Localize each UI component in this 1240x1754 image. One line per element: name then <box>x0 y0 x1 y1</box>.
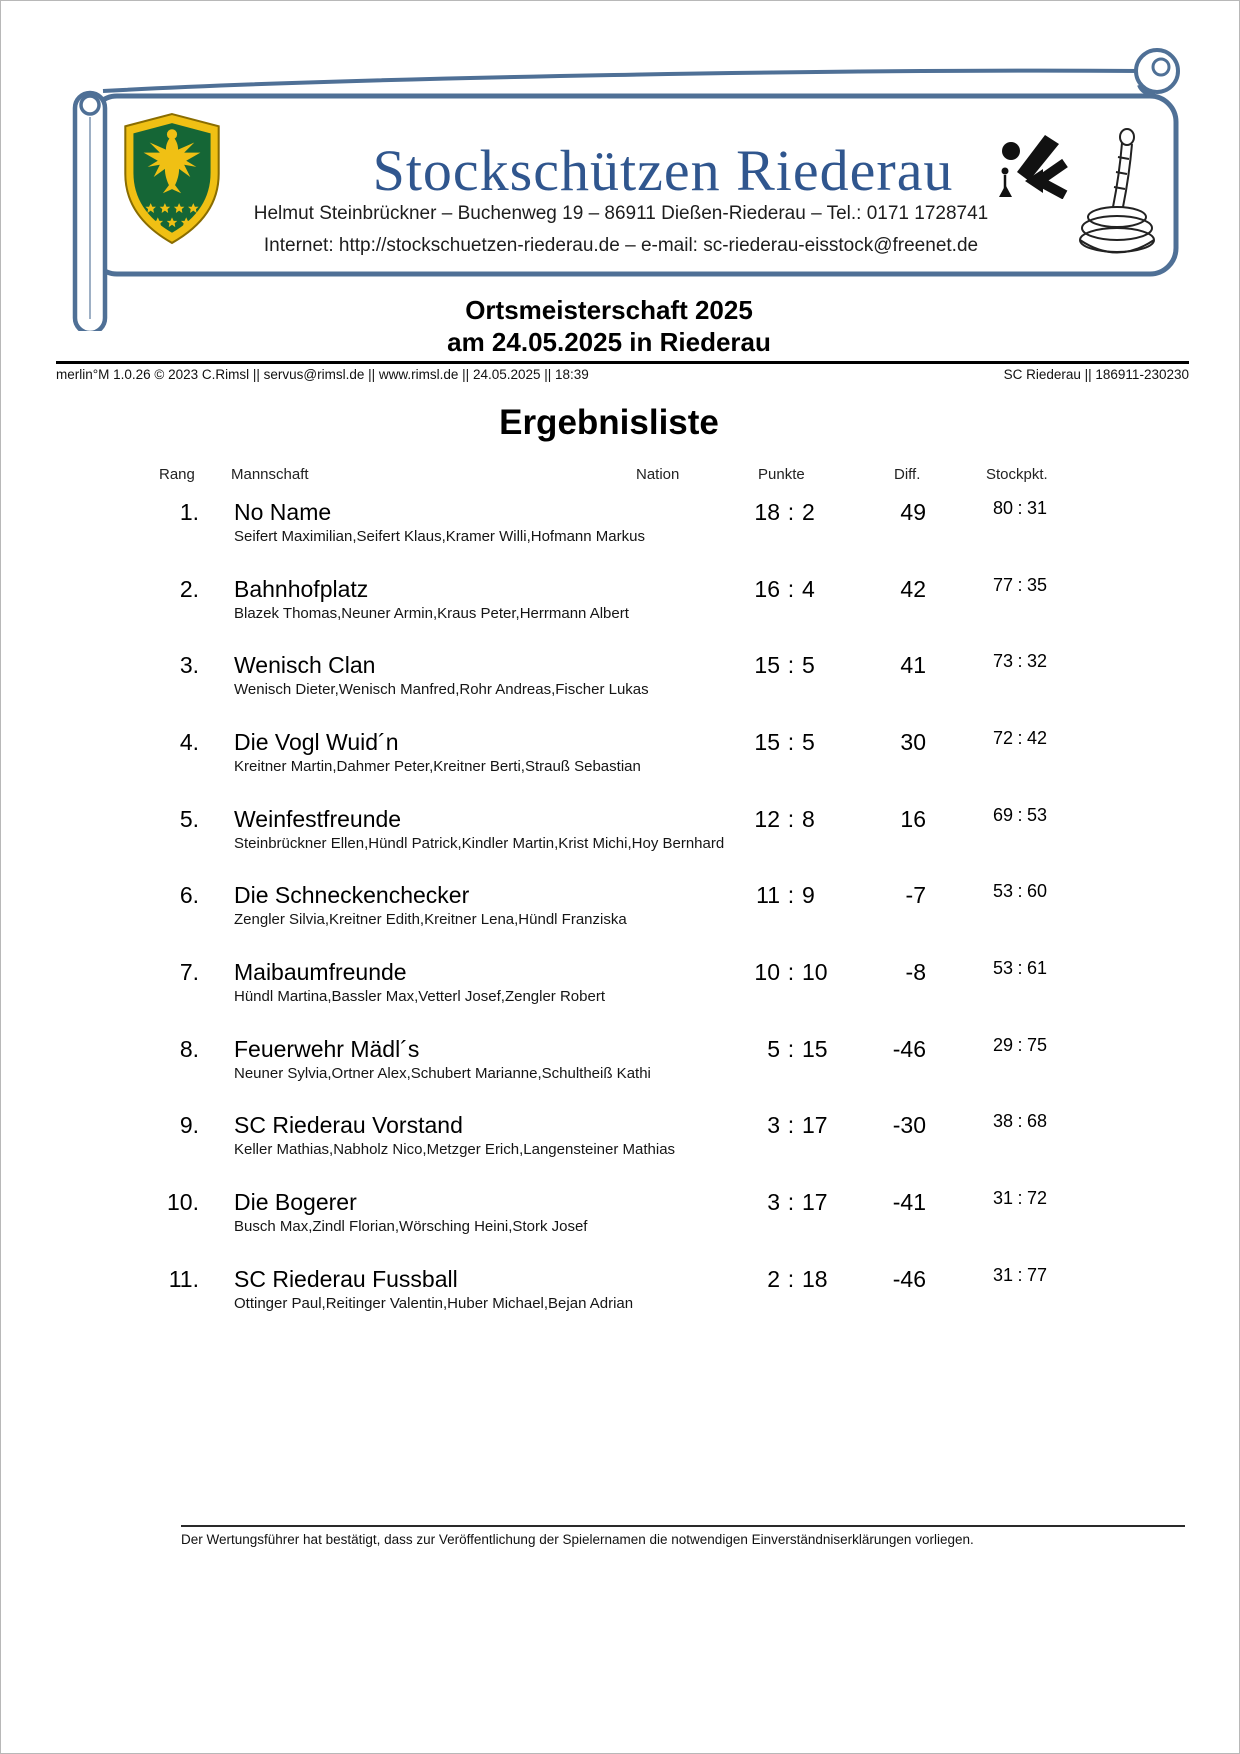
club-crest-icon <box>116 111 228 247</box>
col-header-rank: Rang <box>159 466 195 483</box>
points-won: 10 <box>754 959 780 985</box>
rank-value: 4. <box>179 729 199 755</box>
points-lost: 18 <box>802 1266 828 1292</box>
diff-value: -8 <box>905 959 926 985</box>
points-score <box>701 806 862 833</box>
points-won: 18 <box>754 499 780 525</box>
points-lost: 10 <box>802 959 828 985</box>
points-won: 2 <box>767 1266 780 1292</box>
points-won: 12 <box>754 806 780 832</box>
team-name: SC Riederau Fussball <box>234 1266 458 1292</box>
stock-for: 77 <box>992 575 1013 595</box>
stock-score <box>951 1111 1077 1132</box>
team-name: Bahnhofplatz <box>234 576 369 602</box>
club-name: Stockschützen Riederau <box>372 138 954 203</box>
table-row <box>1 729 1240 806</box>
table-row <box>1 1112 1240 1189</box>
stock-for: 31 <box>992 1265 1013 1285</box>
stock-for: 31 <box>992 1188 1013 1208</box>
points-won: 5 <box>767 1036 780 1062</box>
rank-value: 2. <box>179 576 199 602</box>
meta-bar <box>56 361 1189 382</box>
points-lost: 5 <box>802 652 815 678</box>
stock-score <box>951 1035 1077 1056</box>
rank-value: 5. <box>179 806 199 832</box>
points-lost: 4 <box>802 576 815 602</box>
diff-value: 30 <box>900 729 926 755</box>
score-separator: : <box>1017 1188 1023 1208</box>
score-separator: : <box>787 499 795 525</box>
points-lost: 17 <box>802 1112 828 1138</box>
points-lost: 2 <box>802 499 815 525</box>
table-row <box>1 1189 1240 1266</box>
stock-score <box>951 805 1077 826</box>
score-separator: : <box>787 652 795 678</box>
points-score <box>701 1189 862 1216</box>
points-lost: 17 <box>802 1189 828 1215</box>
table-row <box>1 806 1240 883</box>
points-score <box>701 959 862 986</box>
stock-against: 77 <box>1027 1265 1048 1285</box>
diff-value: -46 <box>892 1266 926 1292</box>
confirmation-note: Der Wertungsführer hat bestätigt, dass zur Veröffentlichung der Spielernamen die notwendigen Einverständniserklärungen vorliegen. <box>181 1525 1185 1547</box>
stock-against: 72 <box>1027 1188 1048 1208</box>
points-won: 3 <box>767 1189 780 1215</box>
stock-for: 72 <box>992 728 1013 748</box>
stock-score <box>951 728 1077 749</box>
stock-score <box>951 575 1077 596</box>
stock-for: 53 <box>992 881 1013 901</box>
stock-against: 35 <box>1027 575 1048 595</box>
results-heading: Ergebnisliste <box>499 403 719 442</box>
stocksport-pictogram-icon <box>999 135 1073 199</box>
score-separator: : <box>787 959 795 985</box>
team-players: Steinbrückner Ellen,Hündl Patrick,Kindler Martin,Krist Michi,Hoy Bernhard <box>234 835 725 852</box>
stock-score <box>951 1188 1077 1209</box>
stock-for: 69 <box>992 805 1013 825</box>
team-name: Die Schneckenchecker <box>234 882 470 908</box>
points-score <box>701 499 862 526</box>
club-contact-line: Internet: http://stockschuetzen-riederau.de – e-mail: sc-riederau-eisstock@freenet.de <box>263 235 979 256</box>
stock-score <box>951 881 1077 902</box>
stock-for: 53 <box>992 958 1013 978</box>
rank-value: 10. <box>167 1189 199 1215</box>
team-name: SC Riederau Vorstand <box>234 1112 463 1138</box>
team-players: Hündl Martina,Bassler Max,Vetterl Josef,Zengler Robert <box>234 988 605 1005</box>
stock-against: 60 <box>1027 881 1048 901</box>
points-lost: 15 <box>802 1036 828 1062</box>
score-separator: : <box>1017 1265 1023 1285</box>
points-won: 15 <box>754 652 780 678</box>
team-players: Keller Mathias,Nabholz Nico,Metzger Erich,Langensteiner Mathias <box>234 1141 676 1158</box>
points-score <box>701 1112 862 1139</box>
col-header-nation: Nation <box>636 466 680 483</box>
stock-against: 31 <box>1027 498 1048 518</box>
meta-left: merlin°M 1.0.26 © 2023 C.Rimsl || servus@rimsl.de || www.rimsl.de || 24.05.2025 || 18:39 <box>56 367 589 382</box>
diff-value: 16 <box>900 806 926 832</box>
points-lost: 5 <box>802 729 815 755</box>
rank-value: 1. <box>179 499 199 525</box>
score-separator: : <box>1017 958 1023 978</box>
score-separator: : <box>1017 575 1023 595</box>
team-players: Blazek Thomas,Neuner Armin,Kraus Peter,Herrmann Albert <box>234 605 629 622</box>
diff-value: -46 <box>892 1036 926 1062</box>
rank-value: 6. <box>179 882 199 908</box>
points-score <box>701 1036 862 1063</box>
table-row <box>1 1036 1240 1113</box>
score-separator: : <box>1017 805 1023 825</box>
stock-for: 38 <box>992 1111 1013 1131</box>
points-won: 3 <box>767 1112 780 1138</box>
table-row <box>1 1266 1240 1343</box>
table-row <box>1 499 1240 576</box>
team-players: Seifert Maximilian,Seifert Klaus,Kramer Willi,Hofmann Markus <box>234 528 645 545</box>
stock-score <box>951 651 1077 672</box>
score-separator: : <box>787 1189 795 1215</box>
points-score <box>701 576 862 603</box>
score-separator: : <box>787 729 795 755</box>
col-header-stock: Stockpkt. <box>986 466 1048 483</box>
score-separator: : <box>1017 881 1023 901</box>
club-address-line: Helmut Steinbrückner – Buchenweg 19 – 86911 Dießen-Riederau – Tel.: 0171 1728741 <box>253 203 989 224</box>
stock-against: 61 <box>1027 958 1048 978</box>
points-won: 16 <box>754 576 780 602</box>
diff-value: 49 <box>900 499 926 525</box>
stock-for: 29 <box>992 1035 1013 1055</box>
meta-right: SC Riederau || 186911-230230 <box>1003 367 1189 382</box>
team-players: Busch Max,Zindl Florian,Wörsching Heini,Stork Josef <box>234 1218 588 1235</box>
team-players: Neuner Sylvia,Ortner Alex,Schubert Marianne,Schultheiß Kathi <box>234 1065 651 1082</box>
score-separator: : <box>1017 1035 1023 1055</box>
rank-value: 7. <box>179 959 199 985</box>
table-row <box>1 652 1240 729</box>
points-score <box>701 729 862 756</box>
team-name: No Name <box>234 499 332 525</box>
score-separator: : <box>787 576 795 602</box>
stock-against: 68 <box>1027 1111 1048 1131</box>
score-separator: : <box>1017 728 1023 748</box>
score-separator: : <box>787 1112 795 1138</box>
team-name: Weinfestfreunde <box>234 806 402 832</box>
score-separator: : <box>787 1036 795 1062</box>
stock-against: 53 <box>1027 805 1048 825</box>
stock-against: 32 <box>1027 651 1048 671</box>
event-title-line2: am 24.05.2025 in Riederau <box>447 327 771 357</box>
score-separator: : <box>1017 1111 1023 1131</box>
team-name: Feuerwehr Mädl´s <box>234 1036 420 1062</box>
event-title-line1: Ortsmeisterschaft 2025 <box>465 295 753 325</box>
diff-value: 41 <box>900 652 926 678</box>
stock-against: 75 <box>1027 1035 1048 1055</box>
team-players: Ottinger Paul,Reitinger Valentin,Huber Michael,Bejan Adrian <box>234 1295 634 1312</box>
col-header-diff: Diff. <box>894 466 921 483</box>
table-row <box>1 882 1240 959</box>
points-lost: 8 <box>802 806 815 832</box>
team-players: Kreitner Martin,Dahmer Peter,Kreitner Berti,Strauß Sebastian <box>234 758 641 775</box>
score-separator: : <box>787 1266 795 1292</box>
diff-value: -41 <box>892 1189 926 1215</box>
team-name: Die Bogerer <box>234 1189 357 1215</box>
points-score <box>701 652 862 679</box>
diff-value: -30 <box>892 1112 926 1138</box>
points-lost: 9 <box>802 882 815 908</box>
col-header-points: Punkte <box>758 466 805 483</box>
team-name: Die Vogl Wuid´n <box>234 729 399 755</box>
stock-score <box>951 1265 1077 1286</box>
table-row <box>1 959 1240 1036</box>
rank-value: 8. <box>179 1036 199 1062</box>
diff-value: 42 <box>900 576 926 602</box>
rank-value: 9. <box>179 1112 199 1138</box>
stock-against: 42 <box>1027 728 1048 748</box>
team-name: Maibaumfreunde <box>234 959 407 985</box>
score-separator: : <box>1017 498 1023 518</box>
team-players: Zengler Silvia,Kreitner Edith,Kreitner Lena,Hündl Franziska <box>234 911 627 928</box>
stock-for: 73 <box>992 651 1013 671</box>
points-won: 11 <box>756 882 780 908</box>
table-row <box>1 576 1240 653</box>
team-players: Wenisch Dieter,Wenisch Manfred,Rohr Andreas,Fischer Lukas <box>234 681 649 698</box>
score-separator: : <box>1017 651 1023 671</box>
score-separator: : <box>787 806 795 832</box>
stock-score <box>951 498 1077 519</box>
diff-value: -7 <box>905 882 926 908</box>
points-score <box>701 882 862 909</box>
points-won: 15 <box>754 729 780 755</box>
score-separator: : <box>787 882 795 908</box>
col-header-team: Mannschaft <box>231 466 309 483</box>
rank-value: 11. <box>168 1266 199 1292</box>
team-name: Wenisch Clan <box>234 652 376 678</box>
rank-value: 3. <box>179 652 199 678</box>
points-score <box>701 1266 862 1293</box>
stock-for: 80 <box>992 498 1013 518</box>
stock-score <box>951 958 1077 979</box>
